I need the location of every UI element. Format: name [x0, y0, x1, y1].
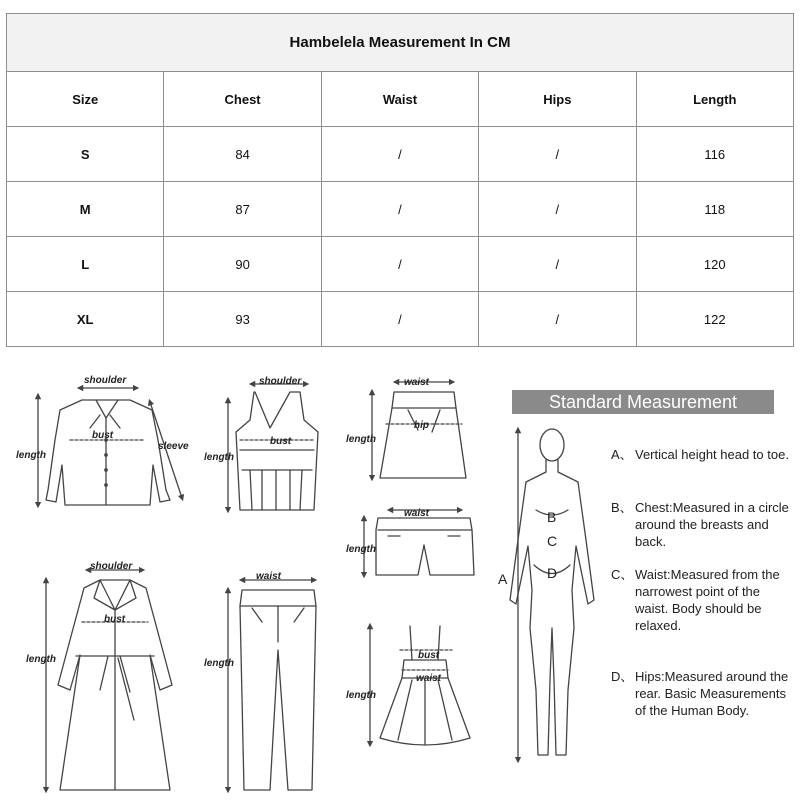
label-waist: waist	[416, 673, 442, 684]
table-header-row	[7, 72, 794, 127]
guide-labels	[16, 375, 557, 701]
label-length: length	[26, 654, 56, 665]
label-waist: waist	[256, 571, 282, 582]
figure-letter-a: A	[498, 571, 508, 587]
label-length: length	[346, 544, 376, 555]
label-shoulder: shoulder	[84, 375, 127, 386]
note-text: Hips:Measured around the rear. Basic Measurements of the Human Body.	[635, 669, 789, 718]
coat-icon	[46, 570, 172, 790]
cell-size: S	[7, 127, 164, 182]
note-d	[611, 668, 791, 719]
dress-icon	[370, 626, 470, 745]
cell-chest: 90	[164, 237, 321, 292]
cell-hips: /	[479, 237, 636, 292]
label-shoulder: shoulder	[259, 376, 302, 387]
table-title: Hambelela Measurement In CM	[7, 14, 794, 72]
label-bust: bust	[418, 650, 440, 661]
table-row	[7, 127, 794, 182]
cell-waist: /	[321, 127, 478, 182]
cell-waist: /	[321, 237, 478, 292]
note-a	[611, 446, 791, 463]
cell-size: L	[7, 237, 164, 292]
cell-length: 122	[636, 292, 793, 347]
header-chest: Chest	[164, 72, 321, 127]
note-letter: B、	[611, 500, 633, 515]
label-bust: bust	[104, 614, 126, 625]
label-length: length	[16, 450, 46, 461]
note-c	[611, 566, 791, 634]
cell-size: M	[7, 182, 164, 237]
figure-letter-c: C	[547, 533, 558, 549]
cell-length: 116	[636, 127, 793, 182]
pants-icon	[228, 580, 316, 790]
note-letter: C、	[611, 567, 634, 582]
note-letter: A、	[611, 447, 633, 462]
note-b	[611, 499, 791, 550]
cell-waist: /	[321, 292, 478, 347]
shorts-icon	[364, 510, 474, 575]
label-shoulder: shoulder	[90, 561, 133, 572]
label-length: length	[346, 690, 376, 701]
cell-chest: 87	[164, 182, 321, 237]
note-text: Vertical height head to toe.	[635, 447, 789, 462]
tank-top-icon	[228, 384, 318, 510]
header-length: Length	[636, 72, 793, 127]
header-waist: Waist	[321, 72, 478, 127]
note-letter: D、	[611, 669, 634, 684]
table-row	[7, 182, 794, 237]
table-row	[7, 292, 794, 347]
cell-length: 118	[636, 182, 793, 237]
header-hips: Hips	[479, 72, 636, 127]
label-length: length	[204, 658, 234, 669]
label-bust: bust	[92, 430, 114, 441]
label-bust: bust	[270, 436, 292, 447]
cell-waist: /	[321, 182, 478, 237]
label-length: length	[346, 434, 376, 445]
cell-chest: 93	[164, 292, 321, 347]
note-text: Chest:Measured in a circle around the breasts and back.	[635, 500, 789, 549]
figure-letter-d: D	[547, 565, 558, 581]
label-waist: waist	[404, 377, 430, 388]
cell-size: XL	[7, 292, 164, 347]
label-length: length	[204, 452, 234, 463]
table-title-row	[7, 14, 794, 72]
size-chart-table	[6, 13, 794, 347]
figure-letter-b: B	[547, 509, 557, 525]
measurement-guide	[0, 360, 800, 800]
cell-hips: /	[479, 182, 636, 237]
table-row	[7, 237, 794, 292]
label-hip: hip	[414, 420, 429, 431]
note-text: Waist:Measured from the narrowest point of the waist. Body should be relaxed.	[635, 567, 780, 633]
cell-length: 120	[636, 237, 793, 292]
standard-measurement-header: Standard Measurement	[512, 390, 774, 414]
label-waist: waist	[404, 508, 430, 519]
cell-hips: /	[479, 292, 636, 347]
body-figure-icon	[510, 429, 594, 760]
label-sleeve: sleeve	[158, 441, 189, 452]
header-size: Size	[7, 72, 164, 127]
cell-chest: 84	[164, 127, 321, 182]
cell-hips: /	[479, 127, 636, 182]
